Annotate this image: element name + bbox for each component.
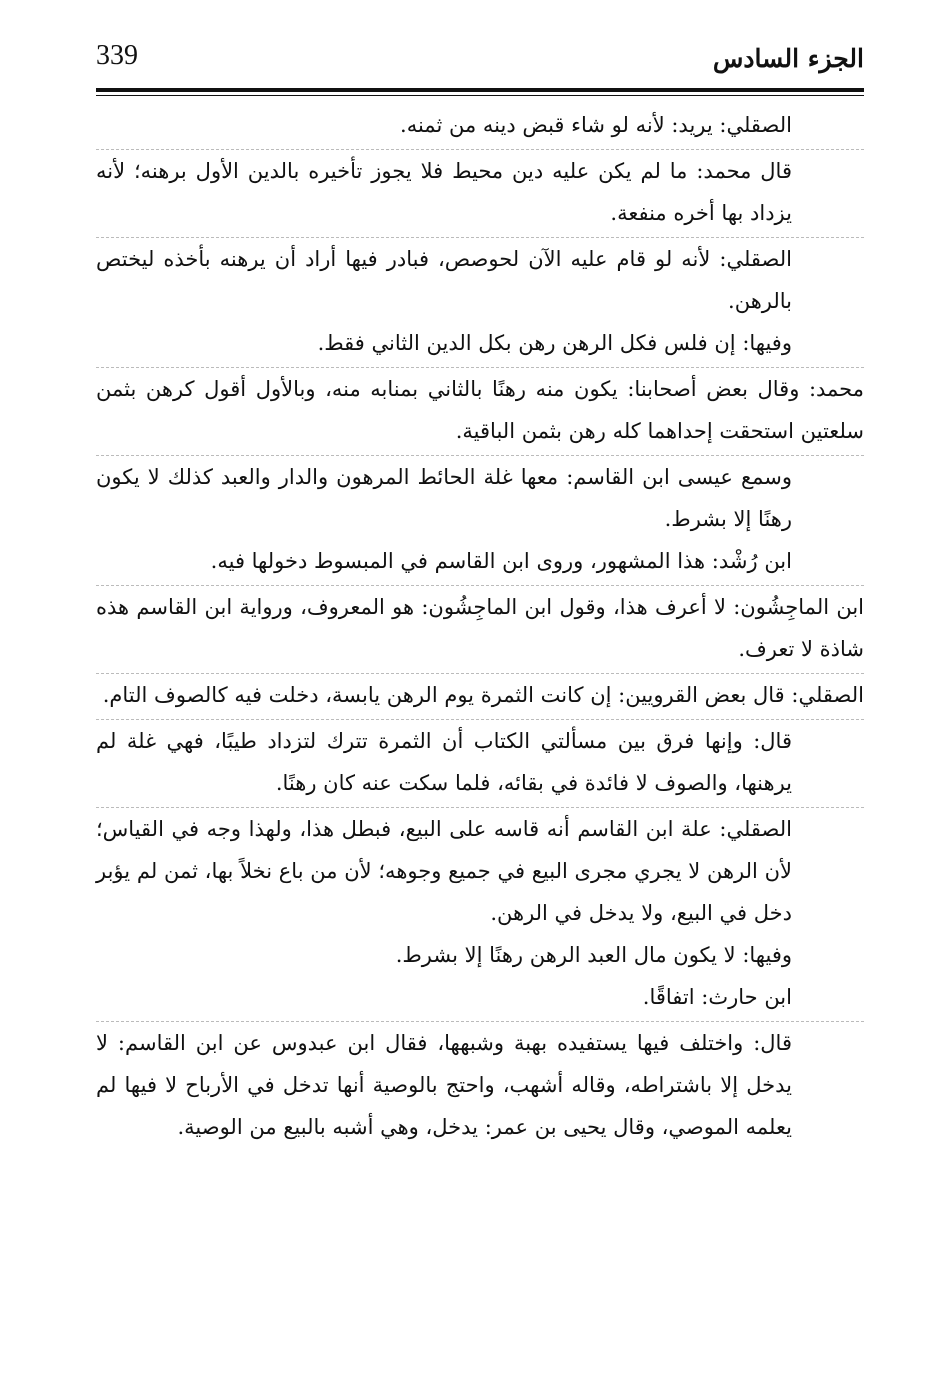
body-text bbox=[96, 104, 864, 1148]
paragraph: وفيها: لا يكون مال العبد الرهن رهنًا إلا بشرط. bbox=[395, 943, 792, 967]
paragraph: الصقلي: علة ابن القاسم أنه قاسه على البيع، فبطل هذا، ولهذا وجه في القياس؛ لأن الرهن لا يجري مجرى البيع في جميع وجوهه؛ لأن من باع نخلاً بها، ثمن لم يؤبر دخل في البيع، ولا يدخل في الرهن. bbox=[96, 817, 792, 925]
paragraph: قال محمد: ما لم يكن عليه دين محيط فلا يجوز تأخيره بالدين الأول برهنه؛ لأنه يزداد بها أخره منفعة. bbox=[96, 159, 792, 225]
paragraph: قال: وإنها فرق بين مسألتي الكتاب أن الثمرة تترك لتزداد طيبًا، فهي غلة لم يرهنها، والصوف لا فائدة في بقائه، فلما سكت عنه كان رهنًا. bbox=[96, 729, 792, 795]
header-rule-thick bbox=[96, 88, 864, 92]
paragraph: ابن الماجِشُون: لا أعرف هذا، وقول ابن الماجِشُون: هو المعروف، ورواية ابن القاسم هذه شاذة لا تعرف. bbox=[96, 595, 864, 661]
paragraph: قال: واختلف فيها يستفيده بهبة وشبهها، فقال ابن عبدوس عن ابن القاسم: لا يدخل إلا باشتراطه، وقاله أشهب، واحتج بالوصية أنها تدخل في الأرباح لا فيها لم يعلمه الموصي، وقال يحيى بن عمر: يدخل، وهي أشبه بالبيع من الوصية. bbox=[96, 1031, 792, 1139]
paragraph: محمد: وقال بعض أصحابنا: يكون منه رهنًا بالثاني بمنابه منه، وبالأول أقول كرهن بثمن سلعتين استحقت إحداهما كله رهن بثمن الباقية. bbox=[96, 377, 864, 443]
paragraph: ابن حارث: اتفاقًا. bbox=[642, 985, 792, 1009]
paragraph: وفيها: إن فلس فكل الرهن رهن بكل الدين الثاني فقط. bbox=[317, 331, 792, 355]
paragraph: الصقلي: قال بعض القرويين: إن كانت الثمرة يوم الرهن يابسة، دخلت فيه كالصوف التام. bbox=[102, 683, 864, 707]
header-rule-thin bbox=[96, 95, 864, 96]
paragraph: الصقلي: لأنه لو قام عليه الآن لحوصص، فبادر فيها أراد أن يرهنه بأخذه ليختص بالرهن. bbox=[96, 247, 792, 313]
page-number: 339 bbox=[96, 40, 138, 71]
paragraph: ابن رُشْد: هذا المشهور، وروى ابن القاسم في المبسوط دخولها فيه. bbox=[210, 549, 792, 573]
page-header bbox=[96, 36, 864, 86]
running-title: الجزء السادس bbox=[712, 44, 864, 73]
paragraph: الصقلي: يريد: لأنه لو شاء قبض دينه من ثمنه. bbox=[400, 113, 792, 137]
paragraph: وسمع عيسى ابن القاسم: معها غلة الحائط المرهون والدار والعبد كذلك لا يكون رهنًا إلا بشرط. bbox=[96, 465, 792, 531]
